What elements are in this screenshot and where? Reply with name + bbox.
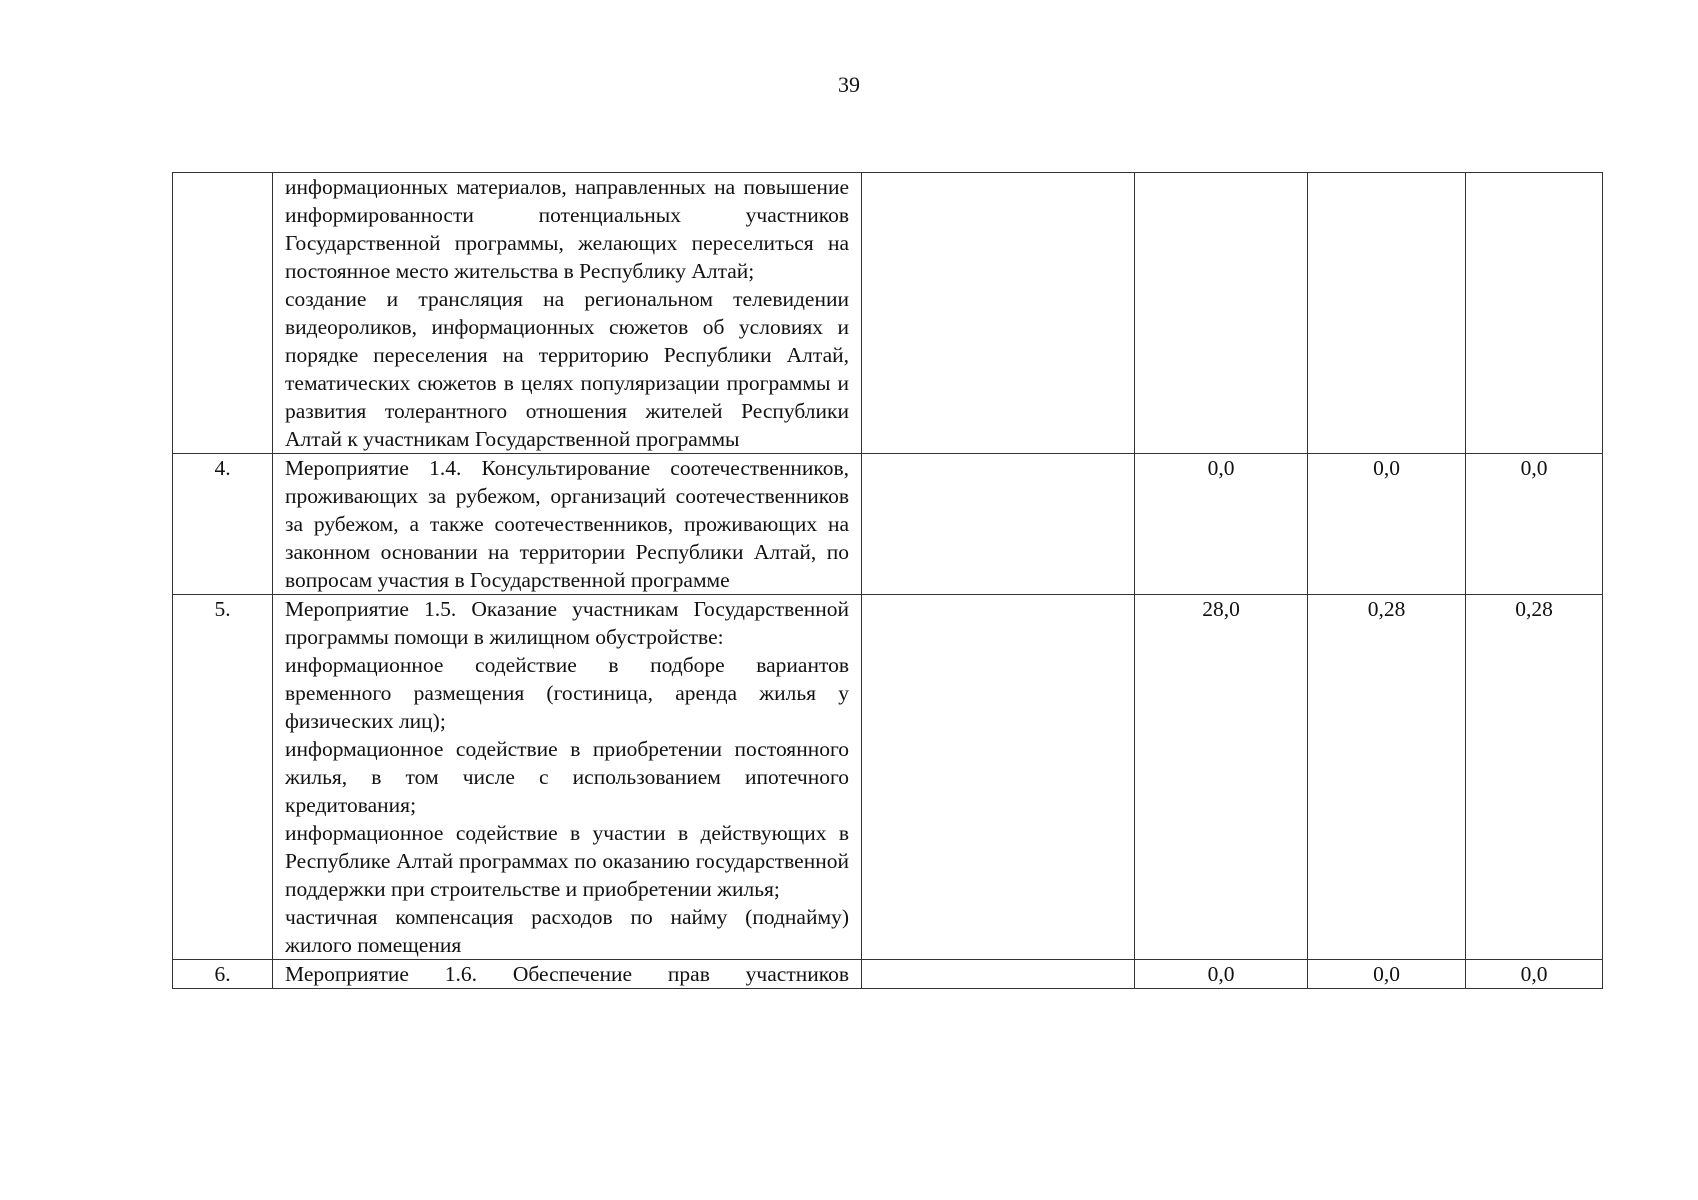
cell-col5: 0,0 xyxy=(1308,960,1466,989)
activity-paragraph: информационных материалов, направленных на повышение информированности потенциальных участников Государственной программы, желающих переселиться на постоянное место жительства в Республику Алтай; xyxy=(285,175,849,283)
activity-paragraph: частичная компенсация расходов по найму (поднайму) жилого помещения xyxy=(285,905,849,957)
row-number: 6. xyxy=(173,960,273,989)
activity-paragraph: информационное содействие в участии в действующих в Республике Алтай программах по оказанию государственной поддержки при строительстве и приобретении жилья; xyxy=(285,821,849,901)
activity-paragraph: Мероприятие 1.5. Оказание участникам Государственной программы помощи в жилищном обустройстве: xyxy=(285,597,849,649)
row-number: 5. xyxy=(173,595,273,960)
table-row xyxy=(173,595,1603,960)
table-row xyxy=(173,454,1603,595)
cell-col3 xyxy=(862,960,1135,989)
cell-col6: 0,28 xyxy=(1466,595,1603,960)
table-row xyxy=(173,960,1603,989)
activity-paragraph: создание и трансляция на региональном телевидении видеороликов, информационных сюжетов об условиях и порядке переселения на территорию Республики Алтай, тематических сюжетов в целях популяризации программы и развития толерантного отношения жителей Республики Алтай к участникам Государственной программы xyxy=(285,287,849,451)
cell-col3 xyxy=(862,595,1135,960)
activity-paragraph: Мероприятие 1.6. Обеспечение прав участников xyxy=(285,962,849,986)
cell-col4 xyxy=(1135,173,1308,454)
cell-col3 xyxy=(862,173,1135,454)
cell-col4: 0,0 xyxy=(1135,960,1308,989)
cell-col6: 0,0 xyxy=(1466,454,1603,595)
cell-col4: 0,0 xyxy=(1135,454,1308,595)
cell-col6 xyxy=(1466,173,1603,454)
activity-paragraph: информационное содействие в приобретении постоянного жилья, в том числе с использованием ипотечного кредитования; xyxy=(285,737,849,817)
cell-col4: 28,0 xyxy=(1135,595,1308,960)
row-number: 4. xyxy=(173,454,273,595)
program-activities-table xyxy=(172,172,1603,989)
activity-description xyxy=(273,595,862,960)
activity-description xyxy=(273,173,862,454)
row-number xyxy=(173,173,273,454)
cell-col6: 0,0 xyxy=(1466,960,1603,989)
cell-col5: 0,28 xyxy=(1308,595,1466,960)
table-row xyxy=(173,173,1603,454)
cell-col5 xyxy=(1308,173,1466,454)
page-number: 39 xyxy=(838,72,860,97)
activity-description xyxy=(273,960,862,989)
activity-paragraph: информационное содействие в подборе вариантов временного размещения (гостиница, аренда жилья у физических лиц); xyxy=(285,653,849,733)
activity-paragraph: Мероприятие 1.4. Консультирование соотечественников, проживающих за рубежом, организаций соотечественников за рубежом, а также соотечественников, проживающих на законном основании на территории Республики Алтай, по вопросам участия в Государственной программе xyxy=(285,456,849,592)
activity-description xyxy=(273,454,862,595)
cell-col3 xyxy=(862,454,1135,595)
cell-col5: 0,0 xyxy=(1308,454,1466,595)
